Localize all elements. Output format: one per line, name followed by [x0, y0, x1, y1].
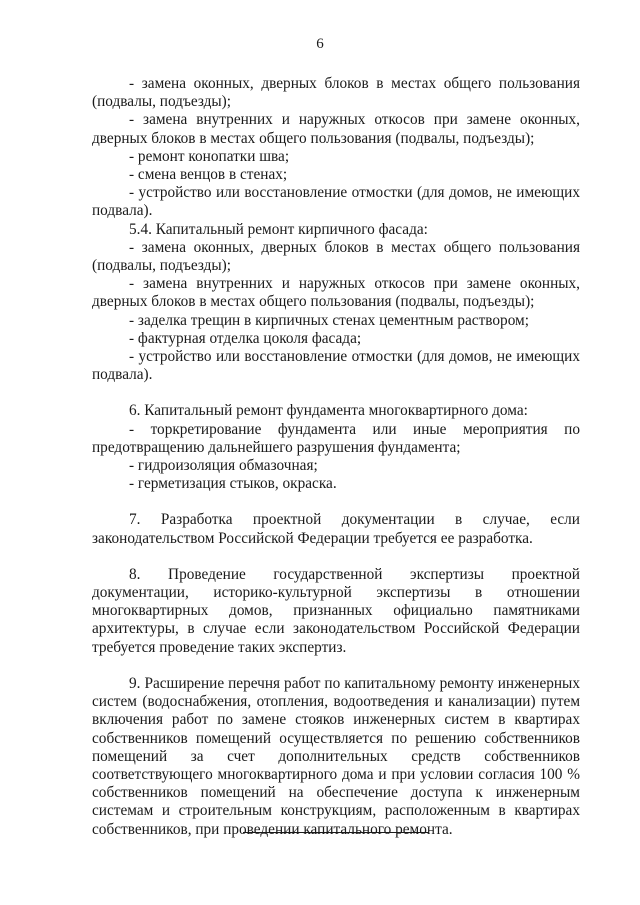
- list-item: - герметизация стыков, окраска.: [129, 475, 337, 493]
- page-number: 6: [316, 36, 324, 52]
- paragraph-spacer: [92, 657, 580, 675]
- list-item: - смена венцов в стенах;: [129, 166, 288, 184]
- list-item: - фактурная отделка цоколя фасада;: [129, 329, 362, 347]
- list-item: - устройство или восстановление отмостки (для домов, не имеющих подвала).: [92, 348, 580, 384]
- list-item: - ремонт конопатки шва;: [129, 147, 290, 165]
- list-item: - заделка трещин в кирпичных стенах цементным раствором;: [129, 311, 529, 329]
- section-7: 7. Разработка проектной документации в случае, если законодательством Российской Федерации требуется ее разработка.: [92, 511, 580, 547]
- end-of-document-rule: [243, 832, 429, 833]
- list-item: - устройство или восстановление отмостки (для домов, не имеющих подвала).: [92, 184, 580, 220]
- list-item: - замена оконных, дверных блоков в местах общего пользования (подвалы, подъезды);: [92, 75, 580, 111]
- document-body: [92, 75, 580, 839]
- section-8: 8. Проведение государственной экспертизы проектной документации, историко-культурной экспертизы в отношении многоквартирных домов, признанных официально памятниками архитектуры, в случае если законодательством Российской Федерации требуется проведение таких экспертиз.: [92, 565, 580, 656]
- list-item: - гидроизоляция обмазочная;: [129, 457, 318, 475]
- list-item: - замена внутренних и наружных откосов при замене оконных, дверных блоков в местах общего пользования (подвалы, подъезды);: [92, 275, 580, 311]
- paragraph-spacer: [92, 493, 580, 511]
- list-item: - торкретирование фундамента или иные мероприятия по предотвращению дальнейшего разрушения фундамента;: [92, 420, 580, 456]
- section-heading-5-4: 5.4. Капитальный ремонт кирпичного фасада:: [129, 220, 428, 238]
- paragraph-spacer: [92, 548, 580, 566]
- section-9: 9. Расширение перечня работ по капитальному ремонту инженерных систем (водоснабжения, отопления, водоотведения и канализации) путем включения работ по замене стояков инженерных систем в квартирах собственников помещений осуществляется по решению собственников помещений за счет дополнительных средств собственников соответствующего многоквартирного дома и при условии согласия 100 % собственников помещений на обеспечение доступа к инженерным системам и строительным конструкциям, расположенным в квартирах собственников, при проведении капитального ремонта.: [92, 674, 580, 838]
- section-heading-6: 6. Капитальный ремонт фундамента многоквартирного дома:: [129, 402, 528, 420]
- paragraph-spacer: [92, 384, 580, 402]
- list-item: - замена оконных, дверных блоков в местах общего пользования (подвалы, подъезды);: [92, 238, 580, 275]
- list-item: - замена внутренних и наружных откосов при замене оконных, дверных блоков в местах общего пользования (подвалы, подъезды);: [92, 111, 580, 147]
